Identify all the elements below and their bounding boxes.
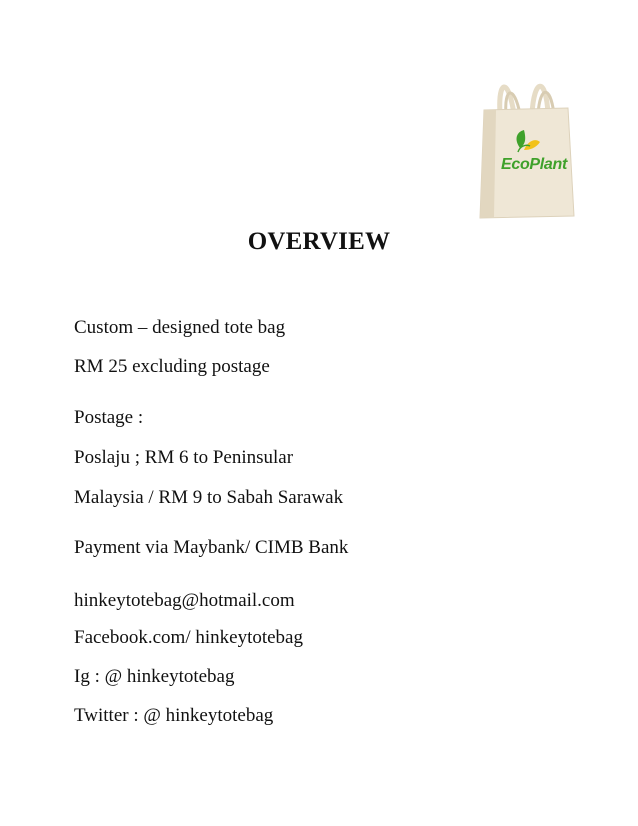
payment-line: Payment via Maybank/ CIMB Bank xyxy=(74,537,349,558)
facebook-line: Facebook.com/ hinkeytotebag xyxy=(74,627,303,648)
tote-bag-image xyxy=(470,70,578,220)
page-title: OVERVIEW xyxy=(247,228,391,255)
instagram-line: Ig : @ hinkeytotebag xyxy=(74,666,235,687)
price-line: RM 25 excluding postage xyxy=(74,356,270,377)
postage-heading: Postage : xyxy=(74,407,144,428)
postage-line-1: Poslaju ; RM 6 to Peninsular xyxy=(74,447,294,468)
logo-text: EcoPlant xyxy=(500,156,568,173)
product-line: Custom – designed tote bag xyxy=(74,317,286,338)
email-line: hinkeytotebag@hotmail.com xyxy=(74,590,295,611)
postage-line-2: Malaysia / RM 9 to Sabah Sarawak xyxy=(74,487,344,508)
twitter-line: Twitter : @ hinkeytotebag xyxy=(74,705,274,726)
